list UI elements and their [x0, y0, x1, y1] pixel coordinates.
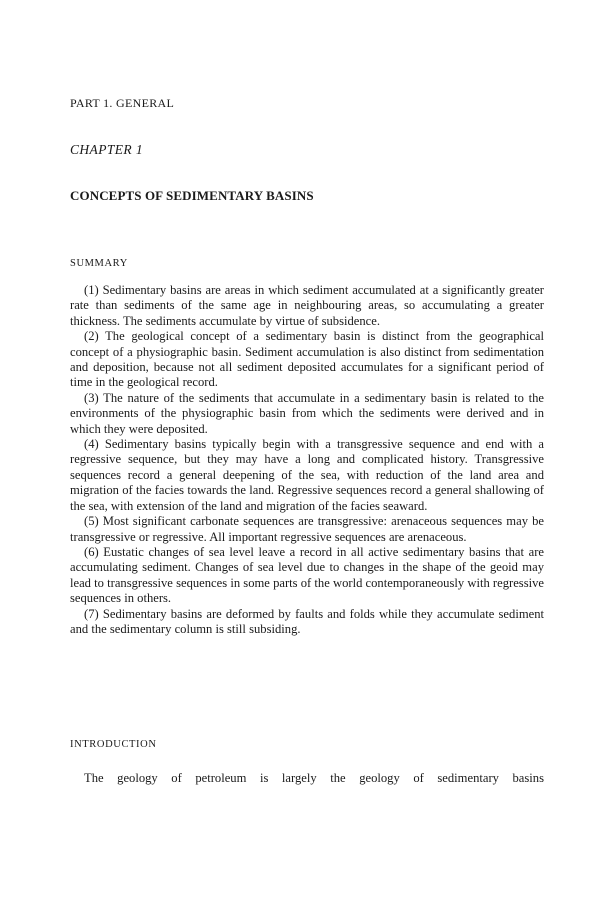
introduction-heading: INTRODUCTION	[70, 739, 157, 750]
document-page	[70, 0, 544, 900]
summary-paragraph-4: (4) Sedimentary basins typically begin with a transgressive sequence and end with a regressive sequence, but they may have a long and complicated history. Transgressive sequences record a general deepening of the sea, with reduction of the land area and migration of the facies towards the land. Regressive sequences record a general shallowing of the sea, with extension of the land and migration of the facies seaward.	[70, 437, 544, 513]
summary-heading: SUMMARY	[70, 258, 128, 269]
introduction-paragraph: The geology of petroleum is largely the geology of sedimentary basins	[84, 771, 544, 785]
part-heading: PART 1. GENERAL	[70, 96, 175, 110]
chapter-title: CONCEPTS OF SEDIMENTARY BASINS	[70, 188, 314, 203]
summary-paragraph-6: (6) Eustatic changes of sea level leave a record in all active sedimentary basins that are accumulating sediment. Changes of sea level due to changes in the shape of the geoid may lead to transgressive sequences in some parts of the world contemporaneously with regressive sequences in others.	[70, 544, 544, 606]
summary-paragraph-1: (1) Sedimentary basins are areas in which sediment accumulated at a significantly greater rate than sediments of the same age in neighbouring areas, so accumulating a greater thickness. The sediments accumulate by virtue of subsidence.	[70, 283, 544, 328]
summary-paragraph-2: (2) The geological concept of a sedimentary basin is distinct from the geographical concept of a physiographic basin. Sediment accumulation is also distinct from sedimentation and deposition, because not all sediment deposited accumulates for a significant period of time in the geological record.	[70, 329, 544, 390]
summary-section	[70, 283, 544, 637]
introduction-section	[70, 771, 544, 786]
summary-paragraph-7: (7) Sedimentary basins are deformed by faults and folds while they accumulate sediment and the sedimentary column is still subsiding.	[70, 606, 544, 636]
summary-paragraph-3: (3) The nature of the sediments that accumulate in a sedimentary basin is related to the environments of the physiographic basin from which the sediments were derived and in which they were deposited.	[70, 390, 544, 436]
chapter-label: CHAPTER 1	[70, 142, 143, 157]
summary-paragraph-5: (5) Most significant carbonate sequences are transgressive: arenaceous sequences may be transgressive or regressive. All important regressive sequences are arenaceous.	[70, 514, 544, 544]
